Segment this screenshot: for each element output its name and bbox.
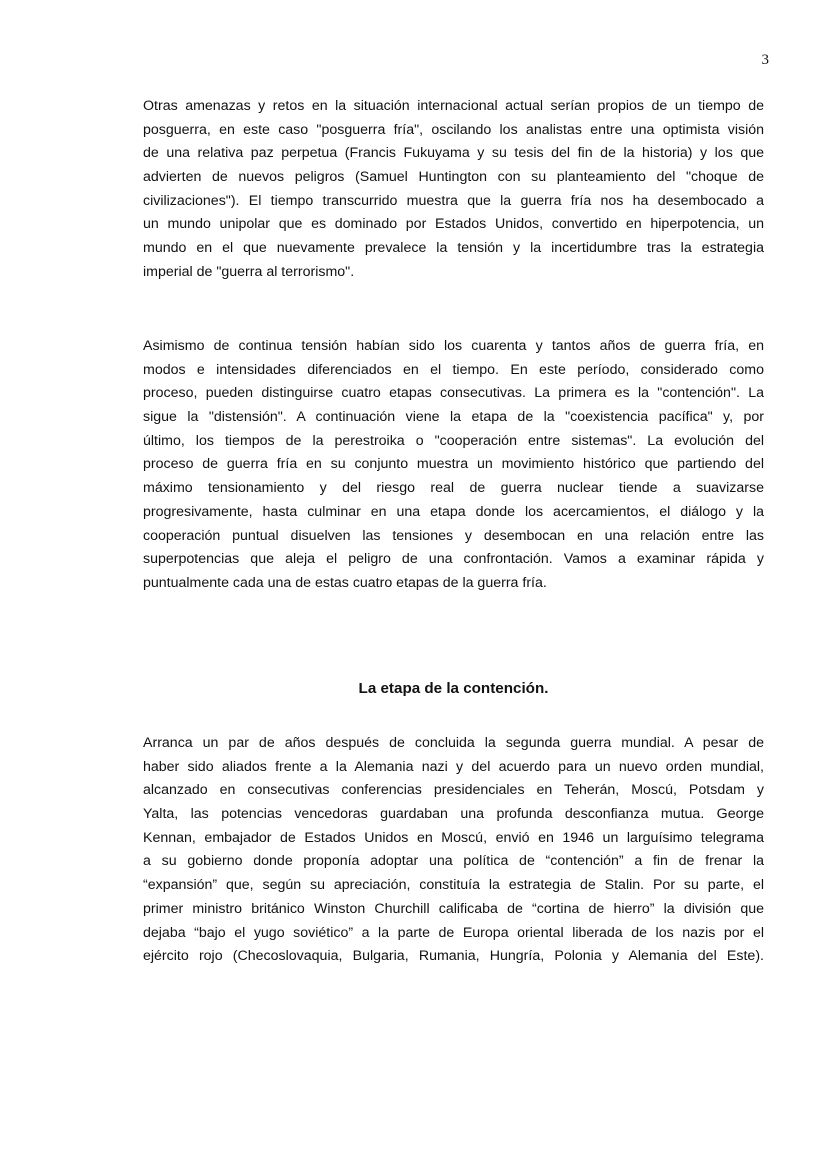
text-line: cooperación puntual disuelven las tensiones y desembocan en una relación entre las [143, 527, 764, 544]
text-line: un mundo unipolar que es dominado por Estados Unidos, convertido en hiperpotencia, un [143, 216, 764, 233]
text-line: “expansión” que, según su apreciación, constituía la estrategia de Stalin. Por su parte, el [143, 877, 764, 894]
text-line: alcanzado en consecutivas conferencias presidenciales en Teherán, Moscú, Potsdam y [143, 782, 764, 799]
text-line: civilizaciones"). El tiempo transcurrido muestra que la guerra fría nos ha desembocado a [143, 192, 764, 209]
text-line: Asimismo de continua tensión habían sido los cuarenta y tantos años de guerra fría, en [143, 338, 764, 354]
text-line: Kennan, embajador de Estados Unidos en Moscú, envió en 1946 un larguísimo telegrama [143, 829, 764, 846]
text-line: progresivamente, hasta culminar en una etapa donde los acercamientos, el diálogo y la [143, 503, 764, 520]
text-line: mundo en el que nuevamente prevalece la tensión y la incertidumbre tras la estrategia [143, 240, 764, 257]
paragraph-posguerra [143, 95, 764, 285]
text-line: primer ministro británico Winston Churchill calificaba de “cortina de hierro” la división que [143, 900, 764, 917]
text-line: proceso, pueden distinguirse cuatro etapas consecutivas. La primera es la "contención". La [143, 385, 764, 402]
text-line: posguerra, en este caso "posguerra fría", oscilando los analistas entre una optimista visión [143, 121, 764, 138]
text-line: Otras amenazas y retos en la situación internacional actual serían propios de un tiempo de [143, 98, 764, 114]
paragraph-contencion [143, 732, 764, 969]
text-line: máximo tensionamiento y del riesgo real de guerra nuclear tiende a suavizarse [143, 480, 764, 497]
text-line: superpotencias que aleja el peligro de una confrontación. Vamos a examinar rápida y [143, 551, 764, 568]
text-line: advierten de nuevos peligros (Samuel Huntington con su planteamiento del "choque de [143, 169, 764, 186]
text-line: de una relativa paz perpetua (Francis Fukuyama y su tesis del fin de la historia) y los que [143, 145, 764, 162]
text-line: proceso de guerra fría en su conjunto muestra un movimiento histórico que partiendo del [143, 456, 764, 473]
text-line: puntualmente cada una de estas cuatro etapas de la guerra fría. [143, 574, 547, 591]
text-line: dejaba “bajo el yugo soviético” a la parte de Europa oriental liberada de los nazis por el [143, 924, 764, 941]
text-line: último, los tiempos de la perestroika o "cooperación entre sistemas". La evolución del [143, 432, 764, 449]
text-line: a su gobierno donde proponía adoptar una política de “contención” a fin de frenar la [143, 853, 764, 870]
text-line: ejército rojo (Checoslovaquia, Bulgaria, Rumania, Hungría, Polonia y Alemania del Este). [143, 948, 764, 965]
text-line: imperial de "guerra al terrorismo". [143, 263, 355, 280]
text-line: sigue la "distensión". A continuación viene la etapa de la "coexistencia pacífica" y, por [143, 409, 764, 426]
page-number: 3 [761, 52, 769, 68]
text-line: haber sido aliados frente a la Alemania nazi y del acuerdo para un nuevo orden mundial, [143, 758, 764, 775]
text-line: Arranca un par de años después de concluida la segunda guerra mundial. A pesar de [143, 735, 764, 751]
text-line: modos e intensidades diferenciados en el tiempo. En este período, considerado como [143, 361, 764, 378]
paragraph-guerra-fria-etapas [143, 335, 764, 596]
text-line: Yalta, las potencias vencedoras guardaban una profunda desconfianza mutua. George [143, 806, 764, 823]
section-heading: La etapa de la contención. [358, 680, 549, 697]
